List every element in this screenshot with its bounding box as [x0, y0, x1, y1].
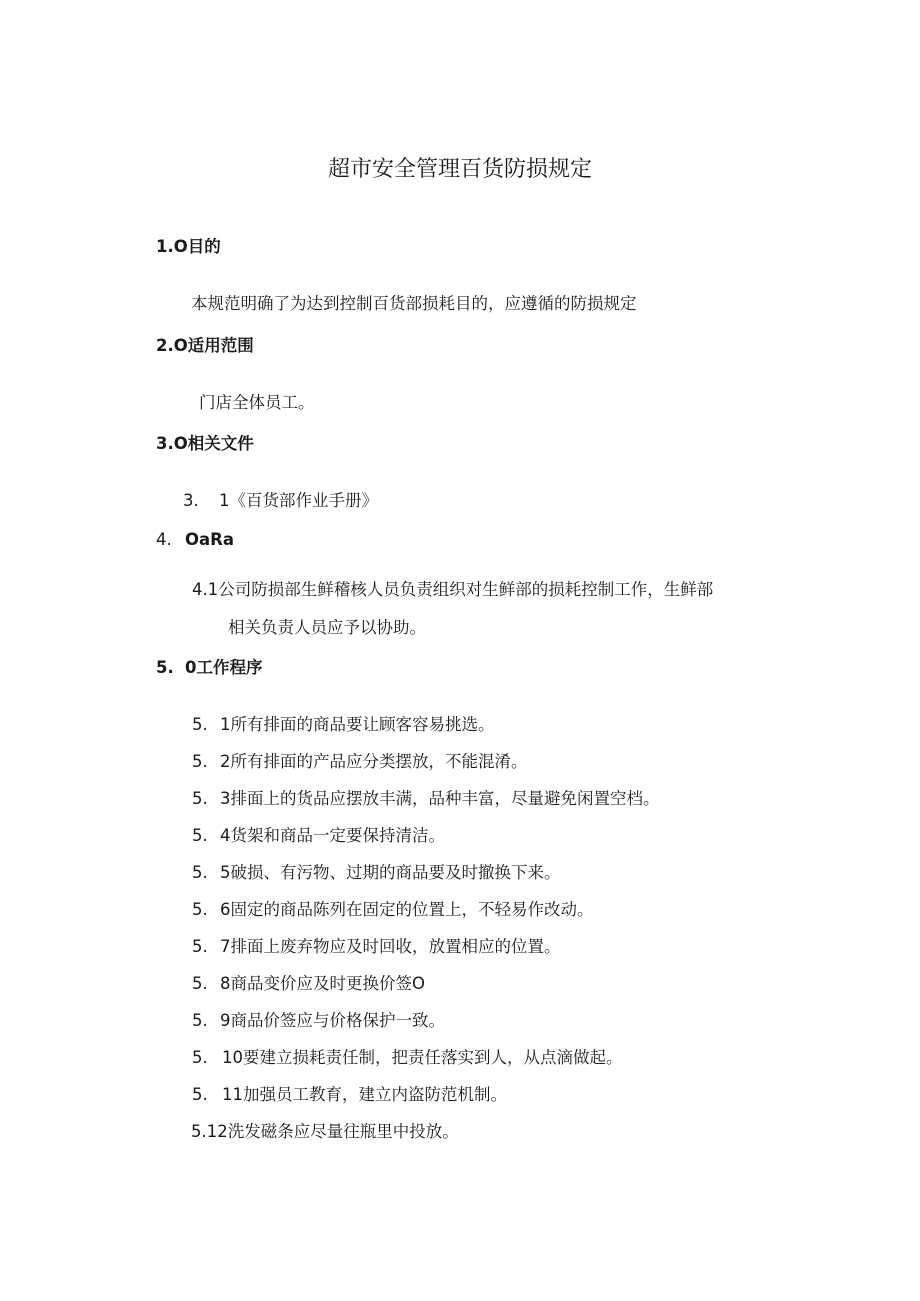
- section-5-heading: 0工作程序: [185, 658, 263, 677]
- section-2-heading: 2.O适用范围: [156, 336, 254, 355]
- list-item-number: 5.: [192, 789, 208, 808]
- section-1-body: 本规范明确了为达到控制百货部损耗目的，应遵循的防损规定: [191, 294, 637, 313]
- list-item-number: 5.: [192, 937, 208, 956]
- list-item-number: 5.: [192, 974, 208, 993]
- list-item-number: 5.: [192, 1085, 208, 1104]
- list-item-number: 5.: [192, 900, 208, 919]
- list-item: 7排面上废弃物应及时回收，放置相应的位置。: [220, 937, 561, 956]
- page-title: 超市安全管理百货防损规定: [327, 157, 592, 182]
- section-3-item-text: 1《百货部作业手册》: [219, 491, 378, 510]
- section-2-body: 门店全体员工。: [199, 393, 315, 412]
- section-4-number: 4.: [156, 530, 172, 549]
- list-item: 6固定的商品陈列在固定的位置上，不轻易作改动。: [220, 900, 594, 919]
- section-3-heading: 3.O相关文件: [156, 434, 254, 453]
- list-item: 5破损、有污物、过期的商品要及时撤换下来。: [220, 863, 561, 882]
- list-item-number: 5.: [192, 1048, 208, 1067]
- list-item: 3排面上的货品应摆放丰满，品种丰富，尽量避免闲置空档。: [220, 789, 660, 808]
- list-item: 4货架和商品一定要保持清洁。: [220, 826, 445, 845]
- section-4-heading: OaRa: [185, 530, 235, 549]
- section-3-item-number: 3.: [183, 491, 199, 510]
- section-5-number: 5.: [156, 658, 174, 677]
- section-1-heading: 1.O目的: [156, 237, 221, 256]
- section-4-line-2: 相关负责人员应予以协助。: [228, 618, 426, 637]
- list-item: 1所有排面的商品要让顾客容易挑选。: [220, 715, 495, 734]
- list-item-number: 5.: [192, 863, 208, 882]
- list-item: 9商品价签应与价格保护一致。: [220, 1011, 445, 1030]
- list-item-last: 5.12洗发磁条应尽量往瓶里中投放。: [191, 1122, 459, 1141]
- list-item: 8商品变价应及时更换价签O: [220, 974, 425, 993]
- list-item-number: 5.: [192, 1011, 208, 1030]
- list-item-number: 5.: [192, 752, 208, 771]
- list-item: 2所有排面的产品应分类摆放，不能混淆。: [220, 752, 528, 771]
- list-item-number: 5.: [192, 826, 208, 845]
- section-4-line-1: 4.1公司防损部生鲜稽核人员负责组织对生鲜部的损耗控制工作，生鲜部: [192, 580, 714, 599]
- list-item: 10要建立损耗责任制，把责任落实到人，从点滴做起。: [222, 1048, 623, 1067]
- list-item: 11加强员工教育，建立内盗防范机制。: [222, 1085, 507, 1104]
- list-item-number: 5.: [192, 715, 208, 734]
